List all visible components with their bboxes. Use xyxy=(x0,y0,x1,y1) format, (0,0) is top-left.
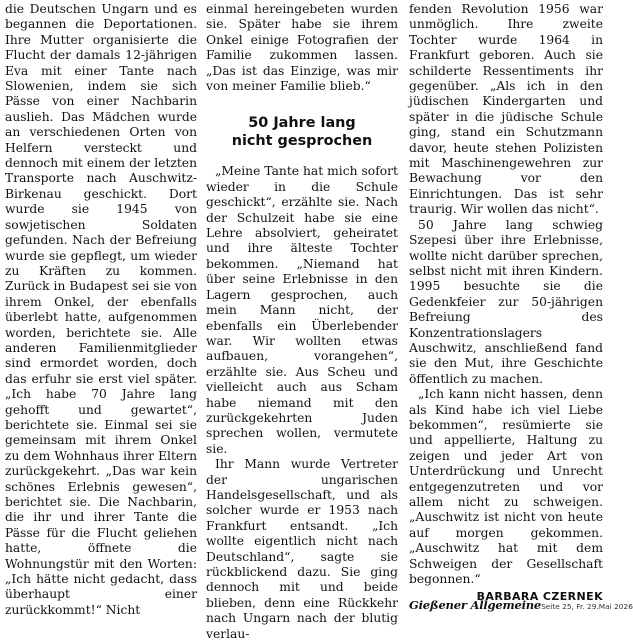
article-column-2 xyxy=(206,2,398,642)
author-byline: BARBARA CZERNEK xyxy=(476,590,603,604)
article-column-3 xyxy=(409,2,603,605)
subheading-line-2: nicht gesprochen xyxy=(231,133,373,150)
paragraph: fenden Revolution 1956 war unmöglich. Ihre zweite Tochter wurde 1964 in Frankfurt geboren. Auch sie schilderte Ressentiments ihr gegenüber. „Als ich in den jüdischen Kindergarten und später in die jüdische Schule ging, stand ein Schutzmann davor, heute stehen Polizisten mit Maschinengewehren zur Bewachung vor den Einrichtungen. Das ist sehr traurig. Wir wollen das nicht“. xyxy=(409,2,603,217)
paragraph: 50 Jahre lang schwieg Szepesi über ihre Erlebnisse, wollte nicht darüber sprechen, selbst nicht mit ihren Kindern. 1995 besuchte sie die Gedenkfeier zur 50-jährigen Befreiung des Konzentrationslagers Auschwitz, anschließend fand sie den Mut, ihre Geschichte öffentlich zu machen. xyxy=(409,217,603,386)
article-column-1 xyxy=(5,2,197,618)
paragraph: „Ich kann nicht hassen, denn als Kind habe ich viel Liebe bekommen“, resümierte sie und appellierte, Haltung zu zeigen und jeder Art von Unterdrückung und Unrecht entgegenzutreten und vor allem nicht zu schweigen. „Auschwitz ist nicht von heute auf morgen gekommen. „Auschwitz hat mit dem Schweigen der Gesellschaft begonnen.“ xyxy=(409,387,603,587)
page-info: Seite 25, Fr. 29.Mai 2026 xyxy=(541,602,633,611)
newspaper-logo: Gießener Allgemeine xyxy=(409,598,542,612)
paragraph: „Meine Tante hat mich sofort wieder in die Schule geschickt“, erzählte sie. Nach der Schulzeit habe sie eine Lehre absolviert, geheiratet und ihre älteste Tochter bekommen. „Niemand hat über seine Erlebnisse in den Lagern gesprochen, auch mein Mann nicht, der ebenfalls ein Überlebender war. Wir wollten etwas aufbauen, vorangehen“, erzählte sie. Aus Scheu und vielleicht auch aus Scham habe niemand mit den zurückgekehrten Juden sprechen wollen, vermutete sie. xyxy=(206,164,398,456)
paragraph: einmal hereingebeten wurden sie. Später habe sie ihrem Onkel einige Fotografien der Familie zukommen lassen. „Das ist das Einzige, was mir von meiner Familie blieb.“ xyxy=(206,2,398,94)
page-footer xyxy=(409,598,633,612)
subheading-line-1: 50 Jahre lang xyxy=(248,115,356,132)
paragraph: die Deutschen Ungarn und es begannen die Deportationen. Ihre Mutter organisierte die Flucht der damals 12-jährigen Eva mit einer Tante nach Slowenien, indem sie sich Pässe von einer Nachbarin auslieh. Das Mädchen wurde an verschiedenen Orten von Helfern versteckt und dennoch mit einem der letzten Transporte nach Auschwitz-Birkenau geschickt. Dort wurde sie 1945 von sowjetischen Soldaten gefunden. Nach der Befreiung wurde sie gepflegt, um wieder zu Kräften zu kommen. Zurück in Budapest sei sie von ihrem Onkel, der ebenfalls überlebt hatte, aufgenommen worden, berichtete sie. Alle anderen Familienmitglieder sind ermordet worden, doch das erfuhr sie erst viel später. „Ich habe 70 Jahre lang gehofft und gewartet“, berichtete sie. Einmal sei sie gemeinsam mit ihrem Onkel zu dem Wohnhaus ihrer Eltern zurückgekehrt. „Das war kein schönes Erlebnis gewesen“, berichtet sie. Die Nachbarin, die ihr und ihrer Tante die Pässe für die Flucht geliehen hatte, öffnete die Wohnungstür mit den Worten: „Ich hätte nicht gedacht, dass überhaupt einer zurückkommt!“ Nicht xyxy=(5,2,197,617)
subheading xyxy=(206,114,398,150)
paragraph: Ihr Mann wurde Vertreter der ungarischen Handelsgesellschaft, und als solcher wurde er 1953 nach Frankfurt entsandt. „Ich wollte eigentlich nicht nach Deutschland“, sagte sie rückblickend dazu. Sie ging dennoch mit und beide blieben, denn eine Rückkehr nach Ungarn nach der blutig verlau- xyxy=(206,457,398,641)
